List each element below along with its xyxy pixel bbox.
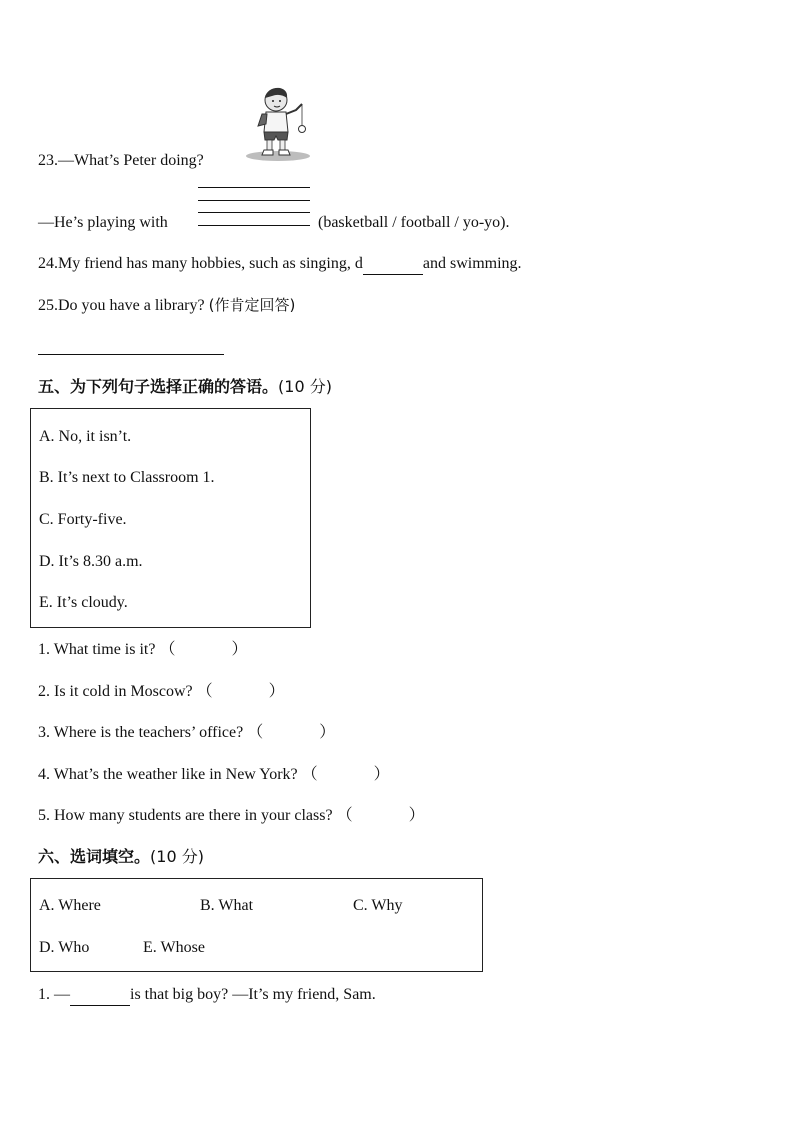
question-23-answer-prefix: —He’s playing with (38, 214, 168, 231)
question-23 (38, 151, 204, 171)
word-option-c: C. Why (353, 897, 403, 914)
section-6-question-1: 1. — is that big boy? —It’s my friend, Sam. (38, 985, 376, 1006)
question-25-answer-line[interactable] (38, 354, 224, 355)
question-23-text: 23.—What’s Peter doing? (38, 152, 204, 169)
question-24: 24.My friend has many hobbies, such as singing, d and swimming. (38, 254, 522, 275)
boy-playing-yoyo-illustration (244, 84, 314, 164)
option-b: B. It’s next to Classroom 1. (39, 469, 215, 486)
section-5-question-1: 1. What time is it? （ ） (38, 641, 248, 658)
word-option-b: B. What (200, 897, 254, 914)
option-d: D. It’s 8.30 a.m. (39, 553, 143, 570)
answer-blank-lines[interactable] (198, 187, 310, 227)
section-5-title: 五、为下列句子选择正确的答语。(10 分) (38, 377, 332, 396)
option-a: A. No, it isn’t. (39, 428, 132, 445)
section-6-title: 六、选词填空。(10 分) (38, 847, 204, 866)
question-25: 25.Do you have a library? (作肯定回答) (38, 296, 296, 314)
section-5-options-box (30, 408, 311, 628)
question-23-options: (basketball / football / yo-yo). (318, 214, 510, 231)
word-option-e: E. Whose (143, 939, 205, 956)
section-5-question-5: 5. How many students are there in your class? （ ） (38, 807, 425, 824)
word-option-a: A. Where (39, 897, 101, 914)
section-6-word-box (30, 878, 483, 972)
section-6-question-1-blank[interactable] (70, 985, 130, 1006)
question-24-blank[interactable] (363, 254, 423, 275)
section-5-question-4: 4. What’s the weather like in New York? （ ） (38, 766, 390, 783)
section-5-question-3: 3. Where is the teachers’ office? （ ） (38, 724, 336, 741)
word-option-d: D. Who (39, 939, 90, 956)
option-c: C. Forty-five. (39, 511, 127, 528)
option-e: E. It’s cloudy. (39, 594, 128, 611)
section-5-question-2: 2. Is it cold in Moscow? （ ） (38, 683, 285, 700)
